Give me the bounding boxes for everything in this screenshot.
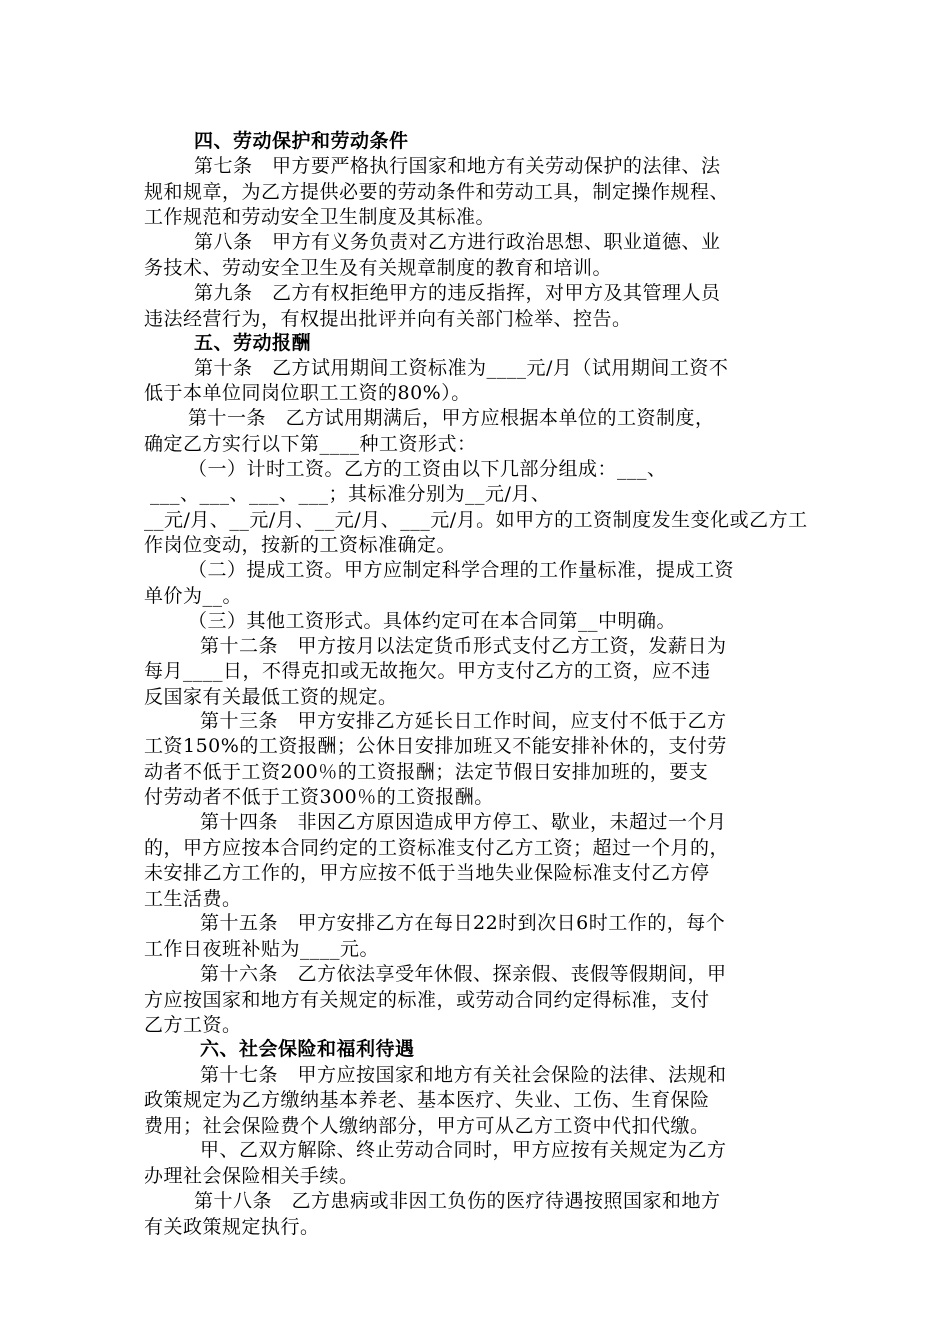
text-line: 确定乙方实行以下第____种工资形式：: [144, 433, 477, 455]
text-line: __元/月、__元/月、__元/月、___元/月。如甲方的工资制度发生变化或乙方工: [144, 509, 808, 531]
text-line: 规和规章，为乙方提供必要的劳动条件和劳动工具，制定操作规程、: [144, 181, 730, 203]
text-line: 反国家有关最低工资的规定。: [144, 686, 398, 708]
text-line: 第八条 甲方有义务负责对乙方进行政治思想、职业道德、业: [194, 231, 721, 253]
text-line: 违法经营行为，有权提出批评并向有关部门检举、控告。: [144, 308, 632, 330]
section-heading: 六、社会保险和福利待遇: [200, 1038, 415, 1060]
text-line: 第十条 乙方试用期间工资标准为____元/月（试用期间工资不: [194, 357, 729, 379]
text-line: 低于本单位同岗位职工工资的80%）。: [144, 382, 471, 404]
text-line: 第十四条 非因乙方原因造成甲方停工、歇业，未超过一个月: [200, 811, 727, 833]
text-line: 费用；社会保险费个人缴纳部分，甲方可从乙方工资中代扣代缴。: [144, 1115, 710, 1137]
text-line: （一）计时工资。乙方的工资由以下几部分组成：___、: [188, 458, 667, 480]
text-line: 工作日夜班补贴为____元。: [144, 938, 380, 960]
text-line: 甲、乙双方解除、终止劳动合同时，甲方应按有关规定为乙方: [200, 1139, 727, 1161]
text-line: 第十五条 甲方安排乙方在每日22时到次日6时工作的，每个: [200, 912, 726, 934]
text-line: 第十七条 甲方应按国家和地方有关社会保险的法律、法规和: [200, 1064, 727, 1086]
text-line: 第九条 乙方有权拒绝甲方的违反指挥，对甲方及其管理人员: [194, 282, 721, 304]
text-line: 办理社会保险相关手续。: [144, 1165, 359, 1187]
text-line: 政策规定为乙方缴纳基本养老、基本医疗、失业、工伤、生育保险: [144, 1089, 710, 1111]
text-line: 付劳动者不低于工资300％的工资报酬。: [144, 786, 494, 808]
text-line: 第十八条 乙方患病或非因工负伤的医疗待遇按照国家和地方: [194, 1190, 721, 1212]
text-line: 有关政策规定执行。: [144, 1216, 320, 1238]
text-line: 单价为__。: [144, 585, 243, 607]
section-heading: 五、劳动报酬: [194, 332, 312, 354]
text-line: 第十三条 甲方安排乙方延长日工作时间，应支付不低于乙方: [200, 710, 727, 732]
text-line: 作岗位变动，按新的工资标准确定。: [144, 534, 457, 556]
text-line: 每月____日，不得克扣或无故拖欠。甲方支付乙方的工资，应不违: [144, 660, 711, 682]
text-line: 工生活费。: [144, 888, 242, 910]
text-line: 工作规范和劳动安全卫生制度及其标准。: [144, 206, 496, 228]
text-line: 第十六条 乙方依法享受年休假、探亲假、丧假等假期间，甲: [200, 963, 727, 985]
text-line: 方应按国家和地方有关规定的标准，或劳动合同约定得标准，支付: [144, 989, 710, 1011]
text-line: 动者不低于工资200％的工资报酬；法定节假日安排加班的，要支: [144, 761, 709, 783]
text-line: 的，甲方应按本合同约定的工资标准支付乙方工资；超过一个月的，: [144, 837, 730, 859]
text-line: （三）其他工资形式。具体约定可在本合同第__中明确。: [188, 610, 677, 632]
text-line: ___、___、___、___；其标准分别为__元/月、: [150, 483, 551, 505]
text-line: 未安排乙方工作的，甲方应按不低于当地失业保险标准支付乙方停: [144, 862, 710, 884]
text-line: 乙方工资。: [144, 1014, 242, 1036]
text-line: 务技术、劳动安全卫生及有关规章制度的教育和培训。: [144, 257, 613, 279]
text-line: 第十一条 乙方试用期满后，甲方应根据本单位的工资制度，: [188, 407, 715, 429]
text-line: 第十二条 甲方按月以法定货币形式支付乙方工资，发薪日为: [200, 635, 727, 657]
text-line: 第七条 甲方要严格执行国家和地方有关劳动保护的法律、法: [194, 155, 721, 177]
text-line: 工资150%的工资报酬；公休日安排加班又不能安排补休的，支付劳: [144, 735, 727, 757]
section-heading: 四、劳动保护和劳动条件: [194, 130, 409, 152]
text-line: （二）提成工资。甲方应制定科学合理的工作量标准，提成工资: [188, 559, 735, 581]
